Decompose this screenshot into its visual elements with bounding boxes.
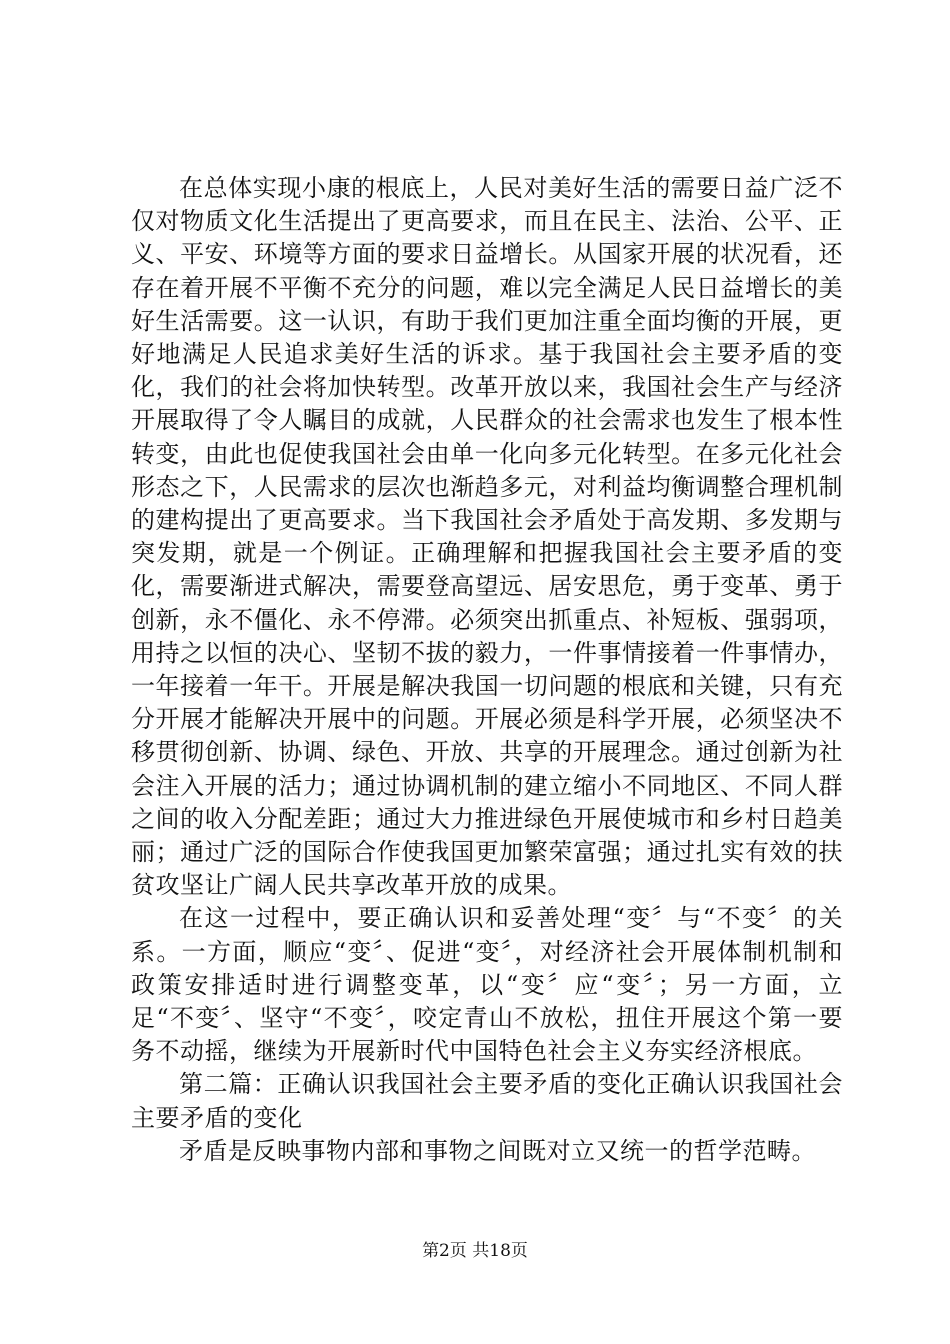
paragraph-1: 在总体实现小康的根底上，人民对美好生活的需要日益广泛不仅对物质文化生活提出了更高要求，而且在民主、法治、公平、正义、平安、环境等方面的要求日益增长。从国家开展的状况看，还存在着开展不平衡不充分的问题，难以完全满足人民日益增长的美好生活需要。这一认识，有助于我们更加注重全面均衡的开展，更好地满足人民追求美好生活的诉求。基于我国社会主要矛盾的变化，我们的社会将加快转型。改革开放以来，我国社会生产与经济开展取得了令人瞩目的成就，人民群众的社会需求也发生了根本性转变，由此也促使我国社会由单一化向多元化转型。在多元化社会形态之下，人民需求的层次也渐趋多元，对利益均衡调整合理机制的建构提出了更高要求。当下我国社会矛盾处于高发期、多发期与突发期，就是一个例证。正确理解和把握我国社会主要矛盾的变化，需要渐进式解决，需要登高望远、居安思危，勇于变革、勇于创新，永不僵化、永不停滞。必须突出抓重点、补短板、强弱项，用持之以恒的决心、坚韧不拔的毅力，一件事情接着一件事情办，一年接着一年干。开展是解决我国一切问题的根底和关键，只有充分开展才能解决开展中的问题。开展必须是科学开展，必须坚决不移贯彻创新、协调、绿色、开放、共享的开展理念。通过创新为社会注入开展的活力；通过协调机制的建立缩小不同地区、不同人群之间的收入分配差距；通过大力推进绿色开展使城市和乡村日趋美丽；通过广泛的国际合作使我国更加繁荣富强；通过扎实有效的扶贫攻坚让广阔人民共享改革开放的成果。 xyxy=(131,174,843,900)
paragraph-3: 矛盾是反映事物内部和事物之间既对立又统一的哲学范畴。 xyxy=(179,1136,816,1165)
section-heading: 第二篇：正确认识我国社会主要矛盾的变化正确认识我国社会主要矛盾的变化 xyxy=(131,1070,843,1132)
document-body xyxy=(131,172,843,1168)
paragraph-2: 在这一过程中，要正确认识和妥善处理“变〞与“不变〞的关系。一方面，顺应“变〞、促进“变〞，对经济社会开展体制机制和政策安排适时进行调整变革，以“变〞应“变〞；另一方面，立足“不变〞、坚守“不变〞，咬定青山不放松，扭住开展这个第一要务不动摇，继续为开展新时代中国特色社会主义夯实经济根底。 xyxy=(131,904,843,1066)
page-number-footer: 第2页 共18页 xyxy=(422,1241,528,1261)
